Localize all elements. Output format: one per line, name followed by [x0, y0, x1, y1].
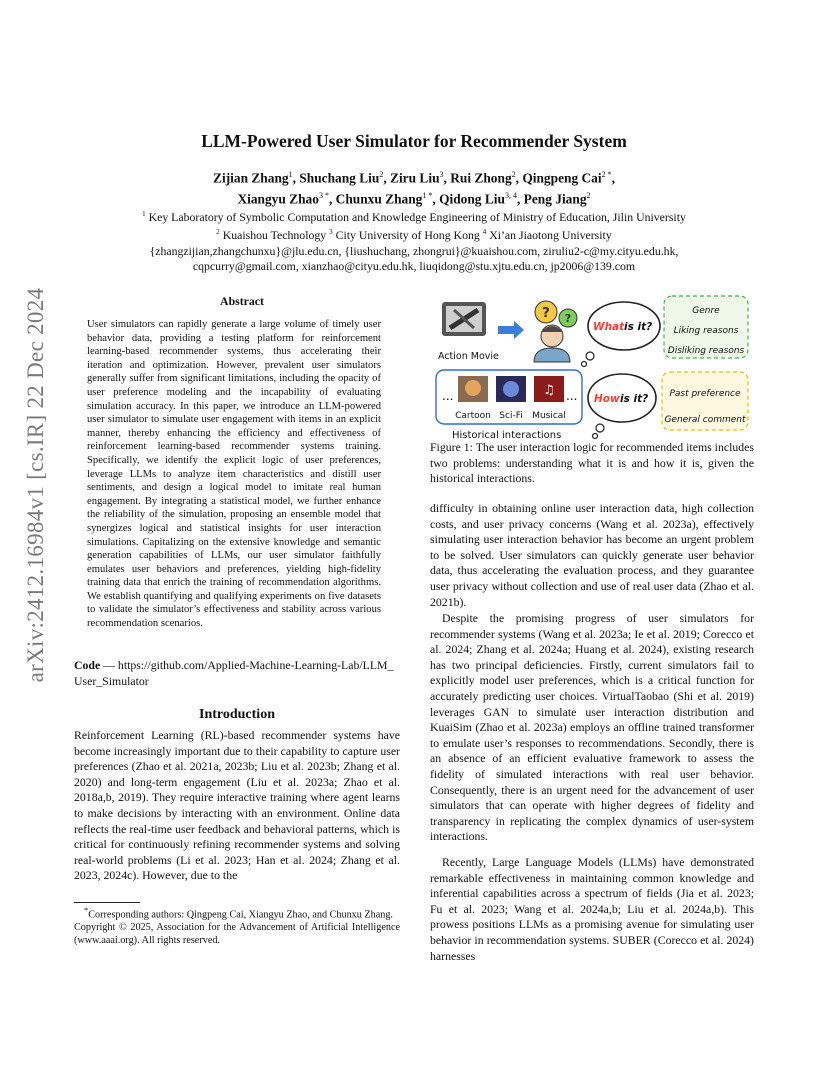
film-icon: [442, 302, 486, 336]
affiliations: [80, 207, 748, 275]
ellipsis-right: ...: [566, 389, 578, 403]
email-line-1: {zhangzijian,zhangchunxu}@jlu.edu.cn, {liushuchang, zhongrui}@kuaishou.com, ziruliu2-c@my.cityu.edu.hk,: [149, 243, 679, 258]
author-sup: 2: [586, 191, 591, 201]
affiliation: Kuaishou Technology: [222, 228, 327, 243]
author: Shuchang Liu: [299, 170, 380, 186]
footnote-copyright: Copyright © 2025, Association for the Advancement of Artificial Intelligence (www.aaai.org). All rights reserved.: [74, 922, 400, 947]
ellipsis-left: ...: [442, 389, 454, 403]
author-sup: 3, 4: [504, 191, 517, 201]
affiliation-line-1: [80, 207, 748, 225]
author-sup: 1 *: [422, 191, 433, 201]
arxiv-stamp: [16, 287, 56, 683]
author: Chunxu Zhang: [335, 191, 423, 207]
footnote-corresponding: [74, 904, 400, 921]
thinking-user-icon: [534, 301, 577, 362]
svg-text:?: ?: [564, 312, 572, 325]
author-sup: 1: [288, 170, 293, 179]
cartoon-label: Cartoon: [455, 411, 491, 421]
footnote: [74, 904, 400, 947]
author-sup: 2: [511, 170, 516, 179]
author: Ziru Liu: [390, 170, 440, 186]
historical-label: Historical interactions: [452, 430, 562, 441]
what-attributes-box: [664, 296, 748, 358]
genre-label: Genre: [692, 306, 720, 316]
author: Qidong Liu: [439, 191, 505, 207]
author-list: [100, 166, 728, 209]
author-line-2: Xiangyu Zhao$^{3 *}$, Chunxu Zhang$^{1 *}$, Qidong Liu$^{3, 4}$, Peng Jiang$^2$: [237, 191, 591, 207]
affil-sup: 2: [216, 228, 220, 237]
author-sup: 2 *: [601, 170, 612, 179]
introduction-heading: Introduction: [199, 707, 275, 722]
past-preference-label: Past preference: [669, 389, 741, 399]
author: Qingpeng Cai: [522, 170, 602, 186]
affiliation: Xi’an Jiaotong University: [489, 228, 612, 243]
footnote-rule: [74, 902, 140, 903]
arxiv-id: arXiv:2412.16984v1 [cs.IR] 22 Dec 2024: [23, 287, 48, 683]
figure-1-graphic: [430, 292, 752, 442]
author: Rui Zhong: [450, 170, 512, 186]
how-word: How: [594, 393, 620, 405]
affil-sup: 4: [482, 228, 487, 237]
svg-text:♫: ♫: [543, 383, 555, 398]
affiliation: Key Laboratory of Symbolic Computation and Knowledge Engineering of Ministry of Education, Jilin University: [148, 209, 686, 224]
email-line-2: cqpcurry@gmail.com, xianzhao@cityu.edu.hk, liuqidong@stu.xjtu.edu.cn, jp2006@139.com: [192, 259, 636, 274]
code-label: Code: [74, 658, 101, 672]
author: Xiangyu Zhao: [237, 191, 319, 207]
affiliation-line-2: [80, 225, 748, 243]
what-cloud: [582, 302, 661, 367]
is-it-text-2: is it?: [620, 393, 649, 405]
paper-title: LLM-Powered User Simulator for Recommender System: [201, 131, 627, 151]
footnote-star: *: [84, 905, 89, 915]
author-line-1: Zijian Zhang$^1$, Shuchang Liu$^2$, Ziru Liu$^3$, Rui Zhong$^2$, Qingpeng Cai$^{2 *}$,: [213, 170, 615, 186]
is-it-text: is it?: [624, 321, 653, 333]
figure-caption: Figure 1: The user interaction logic for recommended items includes two problems: understanding what it is and how it is, given the historical interactions.: [430, 440, 754, 485]
liking-label: Liking reasons: [673, 326, 739, 336]
author-sup: 3 *: [318, 191, 329, 201]
affiliation: City University of Hong Kong: [335, 228, 480, 243]
paragraph: Recently, Large Language Models (LLMs) have demonstrated remarkable effectiveness in maintaining common knowledge and inferential capabilities across a spectrum of fields (Jia et al. 2023; Fu et al. 2023; Wang et al. 2024a,b; Liu et al. 2024a,b). This prowess positions LLMs as a promising avenue for simulating user behavior in recommendation systems. SUBER (Corecco et al. 2024) harnesses: [430, 855, 754, 963]
what-word: What: [593, 321, 625, 333]
author: Zijian Zhang: [213, 170, 289, 186]
arrow-icon: [498, 321, 524, 339]
footnote-text: Corresponding authors: Qingpeng Cai, Xiangyu Zhao, and Chunxu Zhang.: [88, 909, 393, 921]
abstract-heading: Abstract: [220, 294, 264, 308]
abstract-text: User simulators can rapidly generate a large volume of timely user behavior data, providing a testing platform for reinforcement learning-based recommender systems, thus accelerating their iteration and optimization. However, prevalent user simulators generally suffer from significant limitations, including the opacity of user preference modeling and the incapability of evaluating simulation accuracy. In this paper, we introduce an LLM-powered user simulator to simulate user engagement with items in an explicit manner, thereby enhancing the efficiency and effectiveness of reinforcement learning-based recommender systems training. Specifically, we identify the explicit logic of user preferences, leverage LLMs to analyze item characteristics and distill user sentiments, and design a logical model to imitate real human engagement. By integrating a statistical model, we further enhance the reliability of the simulation, proposing an ensemble model that synergizes logical and statistical insights for user interaction simulations. Capitalizing on the extensive knowledge and semantic generation capabilities of LLMs, our user simulator faithfully emulates user behaviors and preferences, yielding high-fidelity training data that enrich the training of recommendation algorithms. We establish quantifying and qualifying experiments on five datasets to validate the simulator’s effectiveness and stability across various recommendation scenarios.: [87, 319, 381, 630]
scifi-label: Sci-Fi: [499, 411, 523, 421]
author: Peng Jiang: [523, 191, 587, 207]
disliking-label: Disliking reasons: [667, 346, 745, 356]
paragraph: difficulty in obtaining online user interaction data, high collection costs, and user privacy concerns (Wang et al. 2023a), effectively simulating user interaction behavior has become an urgent problem to be solved. User simulators can quickly generate user behavior data, thus accelerating the evaluation process, and they guarantee user privacy without collection and use of real user data (Zhao et al. 2021b).: [430, 501, 754, 609]
affil-sup: 1: [142, 210, 146, 218]
author-sup: 2: [379, 170, 384, 179]
how-attributes-box: [662, 372, 748, 430]
action-movie-label: Action Movie: [438, 351, 499, 362]
introduction-text: Reinforcement Learning (RL)-based recommender systems have become increasingly important due to their capability to capture user preferences (Zhao et al. 2021a, 2023b; Liu et al. 2023b; Zhang et al. 2020) and long-term engagement (Liu et al. 2023a; Zhao et al. 2018a,b, 2019). They require interactive training where agent learns to make decisions by interacting with an environment. Online data reflects the real-time user feedback and behavioral patterns, which is critical for continuously refining recommender systems and solving real-world problems (Li et al. 2023; Han et al. 2024; Zhang et al. 2023, 2024c). However, due to the: [74, 728, 400, 883]
code-link[interactable]: https://github.com/Applied-Machine-Learning-Lab/LLM_User_Simulator: [74, 658, 394, 688]
affil-sup: 3: [329, 228, 333, 237]
figure-1: [430, 292, 752, 442]
paragraph: Despite the promising progress of user simulators for recommender systems (Wang et al. 2023a; Ie et al. 2019; Corecco et al. 2024; Zhang et al. 2024a; Huang et al. 2024), existing research has two principal deficiencies. Firstly, current simulators fail to explicitly model user preferences, which is a critical function for accurately predicting user choices. VirtualTaobao (Shi et al. 2019) leverages GAN to simulate user interaction distribution and KuaiSim (Zhao et al. 2023a) employs an offline trained transformer to emulate user’s responses to recommendations. Secondly, there is an absence of an efficient evaluative framework to assess the fidelity of simulated interactions with real user behavior. Consequently, there is an urgent need for the advancement of user simulators that can operate with higher degrees of fidelity and transparency in replicating the complex dynamics of user-system interactions.: [430, 611, 754, 844]
code-line: Code — https://github.com/Applied-Machine-Learning-Lab/LLM_User_Simulator: [74, 658, 394, 688]
how-cloud: [588, 374, 656, 439]
author-sup: 3: [439, 170, 444, 179]
svg-text:?: ?: [542, 306, 550, 321]
general-comment-label: General comment: [664, 415, 746, 425]
musical-label: Musical: [532, 411, 566, 421]
history-box: [436, 370, 582, 424]
